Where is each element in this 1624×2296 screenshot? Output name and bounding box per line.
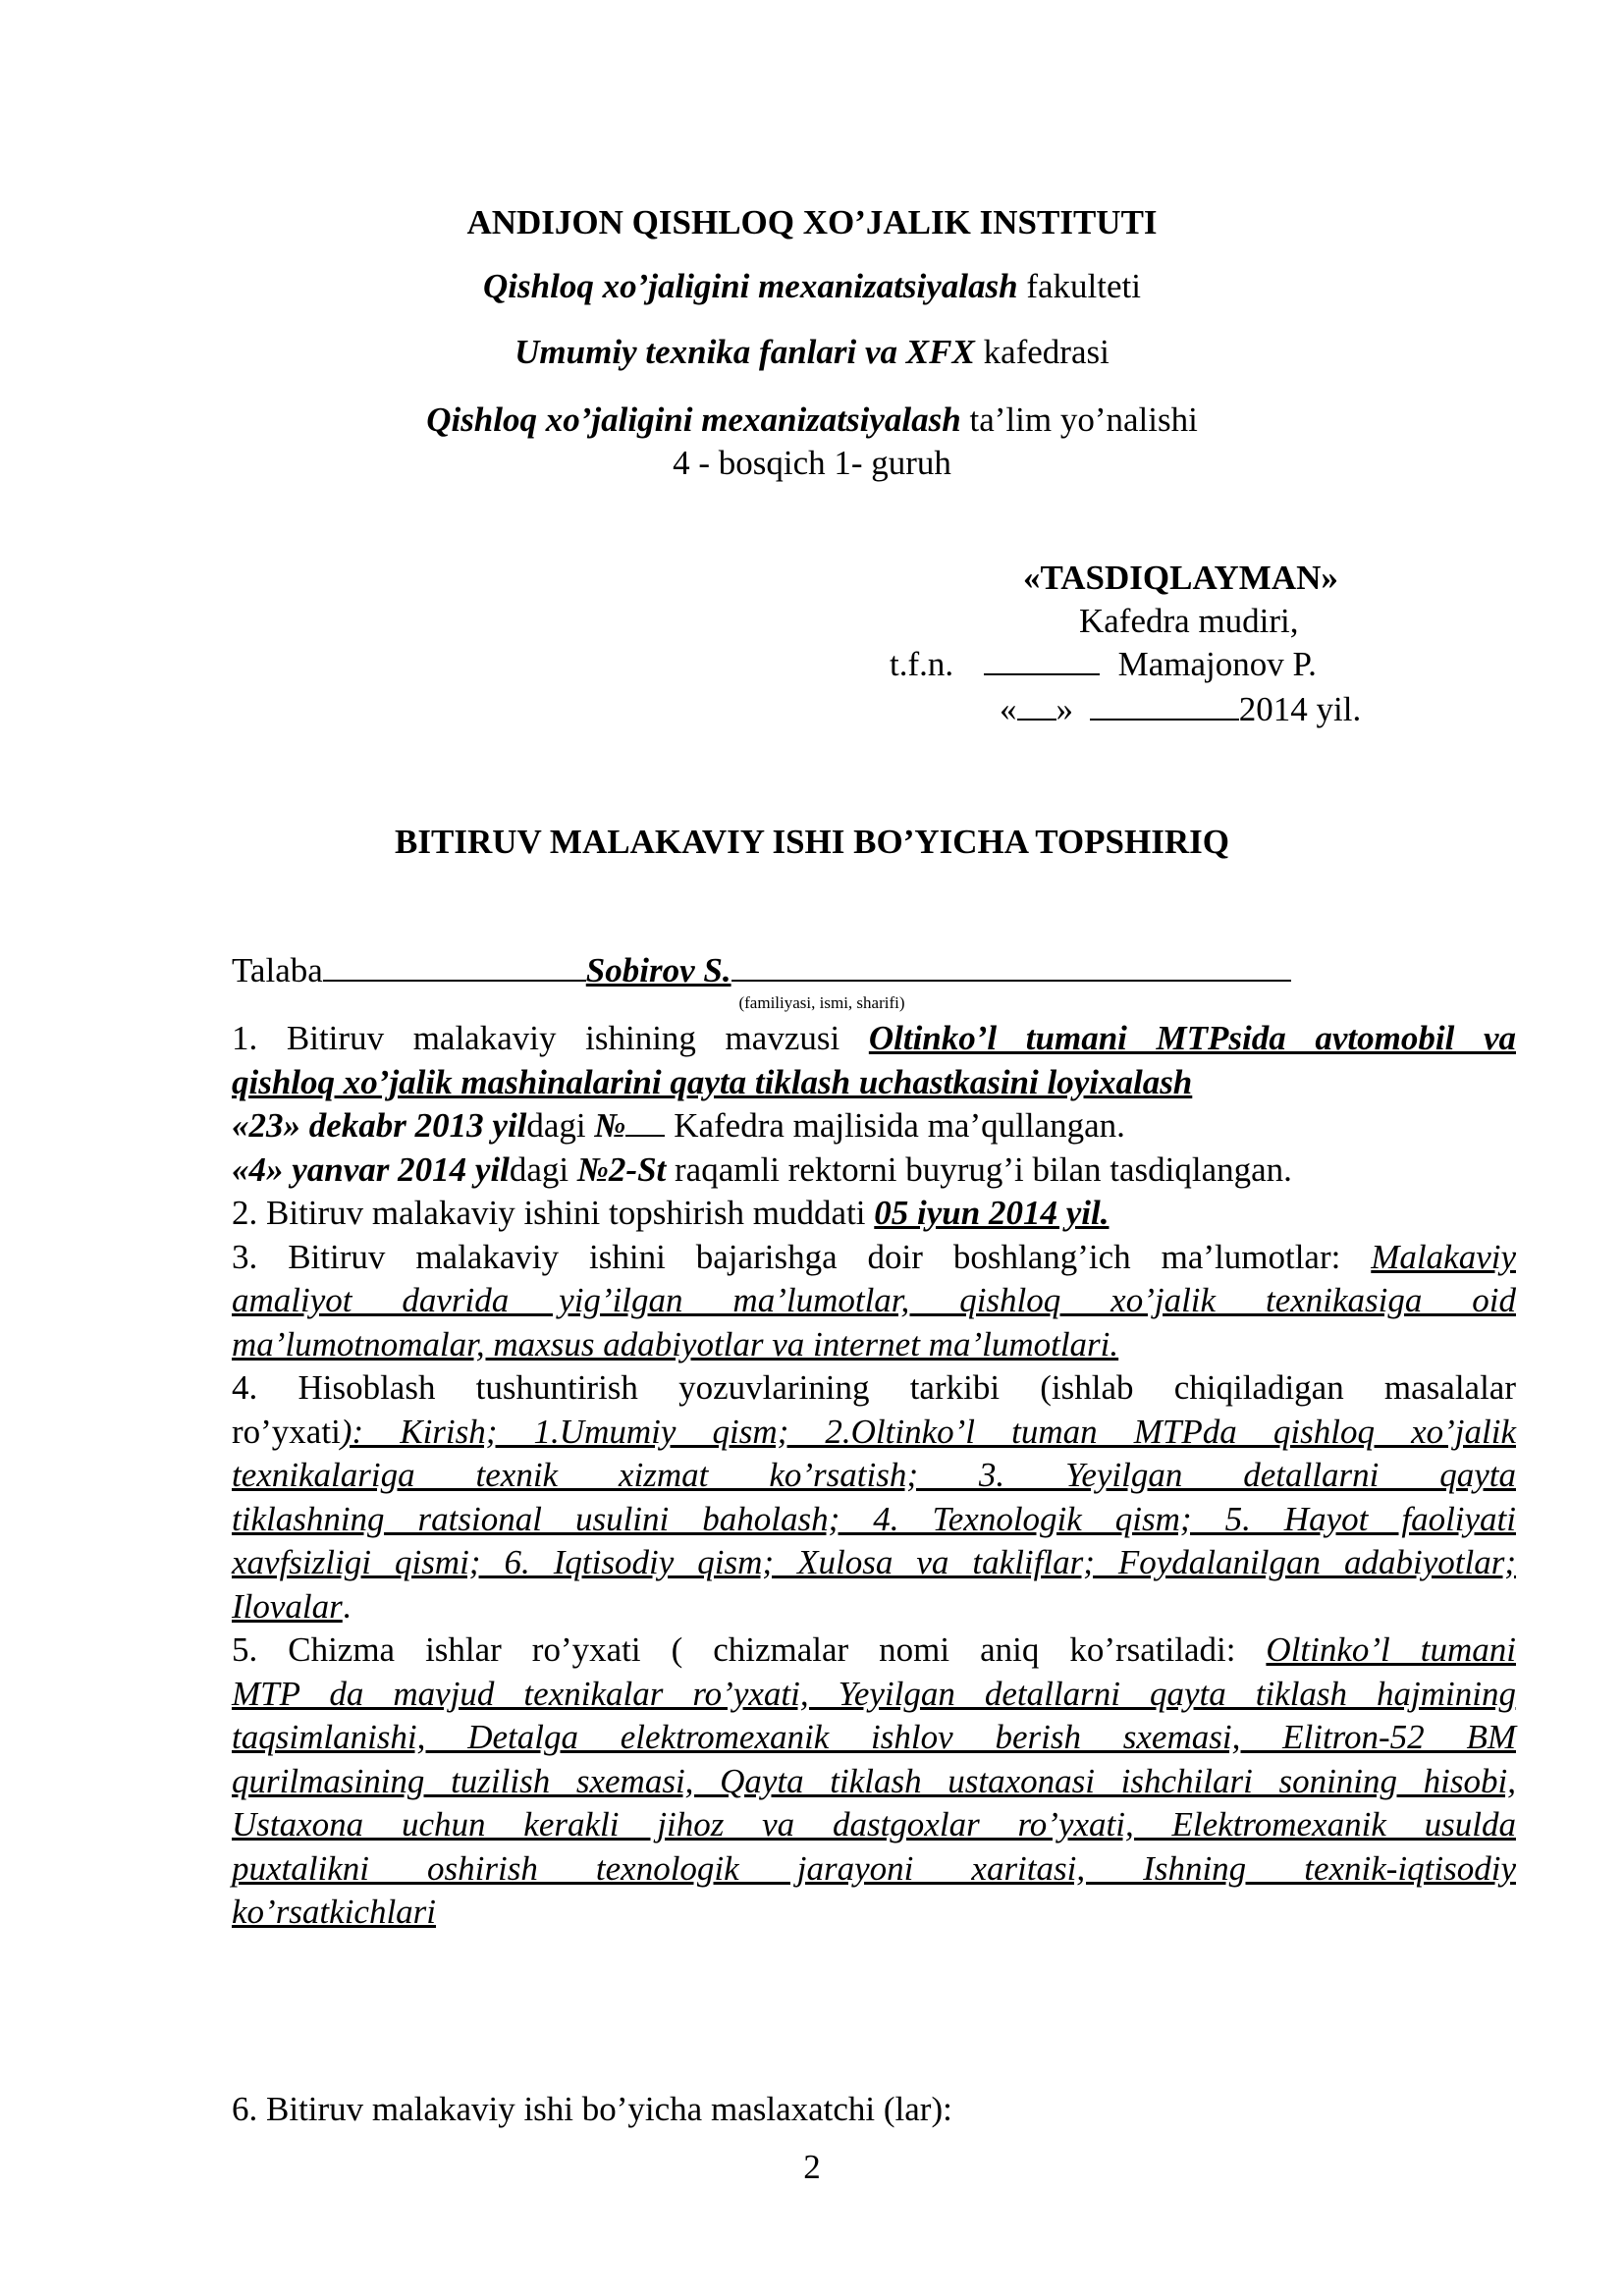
department-word: kafedrasi: [974, 333, 1110, 371]
student-label: Talaba: [232, 951, 323, 989]
date-open-quote: «: [1000, 690, 1017, 728]
calc-prefix: ro’yxati: [232, 1412, 341, 1451]
department-name: Umumiy texnika fanlari va XFX: [514, 333, 975, 371]
deadline-value: 05 iyun 2014 yil.: [874, 1194, 1110, 1232]
dept-approval-line: [232, 1104, 1516, 1148]
deadline-line: [232, 1192, 1516, 1236]
consultants-line: 6. Bitiruv malakaviy ishi bo’yicha maslaxatchi (lar):: [232, 2090, 952, 2128]
drawings-line-3: taqsimlanishi, Detalga elektromexanik ishlov berish sxemasi, Elitron-52 BM: [232, 1718, 1516, 1756]
drawings-prefix: 5. Chizma ishlar ro’yxati ( chizmalar nomi aniq ko’rsatiladi:: [232, 1630, 1267, 1669]
calc-line-6: [232, 1585, 1516, 1629]
approval-signature-line: [890, 643, 1317, 686]
calc-line-5: xavfsizligi qismi; 6. Iqtisodiy qism; Xulosa va takliflar; Foydalanilgan adabiyotlar;: [232, 1543, 1516, 1581]
calc-text-6: Ilovalar: [232, 1586, 343, 1626]
approval-title: «TASDIQLAYMAN»: [1023, 559, 1338, 597]
student-line: [232, 949, 1291, 992]
rector-order-line: [232, 1148, 1516, 1193]
approval-date-line: [1000, 688, 1361, 731]
deadline-prefix: 2. Bitiruv malakaviy ishini topshirish muddati: [232, 1194, 875, 1232]
drawings-text-1: Oltinko’l tumani: [1266, 1630, 1516, 1669]
initial-data-prefix: 3. Bitiruv malakaviy ishini bajarishga doir boshlang’ich ma’lumotlar:: [232, 1237, 1372, 1276]
approval-name: Mamajonov P.: [1117, 645, 1317, 683]
approval-year: 2014 yil.: [1238, 690, 1362, 728]
calc-line-1: 4. Hisoblash tushuntirish yozuvlarining tarkibi (ishlab chiqiladigan masalalar: [232, 1368, 1516, 1407]
signature-blank: [984, 644, 1100, 675]
drawings-line-7: ko’rsatkichlari: [232, 1893, 437, 1931]
drawings-line-6: puxtalikni oshirish texnologik jarayoni xaritasi, Ishning texnik-iqtisodiy: [232, 1848, 1516, 1888]
rector-order-text: raqamli rektorni buyrug’i bilan tasdiqlangan.: [666, 1149, 1292, 1189]
day-blank: [1017, 689, 1056, 721]
initial-data-line-2: amaliyot davrida yig’ilgan ma’lumotlar, qishloq xo’jalik texnikasiga oid: [232, 1281, 1516, 1319]
course-group: 4 - bosqich 1- guruh: [673, 444, 951, 482]
topic-line-2: qishloq xo’jalik mashinalarini qayta tiklash uchastkasini loyixalash: [232, 1062, 1193, 1101]
drawings-line-5: Ustaxona uchun kerakli jihoz va dastgoxlar ro’yxati, Elektromexanik usulda: [232, 1805, 1516, 1843]
student-name: Sobirov S.: [585, 951, 731, 989]
topic-prefix: 1. Bitiruv malakaviy ishining mavzusi: [232, 1019, 869, 1057]
calc-end: .: [342, 1586, 352, 1626]
initial-data-text-1: Malakaviy: [1371, 1237, 1516, 1276]
rector-date: «4» yanvar 2014 yil: [232, 1149, 510, 1189]
drawings-line-2: MTP da mavjud texnikalar ro’yxati, Yeyilgan detallarni qayta tiklash hajmining: [232, 1674, 1516, 1713]
dept-number-sign: №: [594, 1106, 626, 1145]
student-blank-left: [323, 950, 586, 982]
dept-approval-text: Kafedra majlisida ma’qullangan.: [665, 1106, 1125, 1145]
document-title: BITIRUV MALAKAVIY ISHI BO’YICHA TOPSHIRIQ: [395, 823, 1229, 861]
dept-date: «23» dekabr 2013 yil: [232, 1106, 527, 1145]
dept-number-blank: [625, 1105, 665, 1137]
direction-word: ta’lim yo’nalishi: [960, 400, 1198, 439]
calc-line-4: tiklashning ratsional usulini baholash; 4. Texnologik qism; 5. Hayot faoliyati: [232, 1499, 1516, 1538]
drawings-line-4: qurilmasining tuzilish sxemasi, Qayta tiklash ustaxonasi ishchilari sonining hisobi,: [232, 1761, 1516, 1800]
topic-text-1: Oltinko’l tumani MTPsida avtomobil va: [868, 1019, 1516, 1057]
student-caption: (familiyasi, ismi, sharifi): [738, 993, 905, 1012]
initial-data-line-3: ma’lumotnomalar, maxsus adabiyotlar va internet ma’lumotlari.: [232, 1324, 1119, 1363]
student-blank-right: [731, 950, 1291, 982]
calc-text-2: ): Kirish; 1.Umumiy qism; 2.Oltinko’l tuman MTPda qishloq xo’jalik: [340, 1412, 1516, 1451]
drawings-line-1: [232, 1629, 1516, 1673]
dept-dagi: dagi: [526, 1106, 595, 1145]
task-items: [232, 1017, 1516, 1935]
topic-line-1: [232, 1017, 1516, 1061]
page-number: 2: [803, 2148, 821, 2186]
month-blank: [1090, 689, 1239, 721]
faculty-line: [0, 265, 1624, 308]
approval-role: Kafedra mudiri,: [1079, 602, 1299, 640]
institute-name: ANDIJON QISHLOQ XO’JALIK INSTITUTI: [466, 203, 1158, 241]
initial-data-line-1: [232, 1236, 1516, 1280]
rector-order-number: №2-St: [576, 1149, 667, 1189]
direction-line: [0, 399, 1624, 442]
date-close-quote: »: [1056, 690, 1073, 728]
department-line: [0, 331, 1624, 374]
approval-degree: t.f.n.: [890, 645, 954, 683]
calc-line-3: texnikalariga texnik xizmat ko’rsatish; 3. Yeyilgan detallarni qayta: [232, 1456, 1516, 1494]
direction-name: Qishloq xo’jaligini mexanizatsiyalash: [426, 400, 961, 439]
faculty-word: fakulteti: [1017, 267, 1141, 305]
faculty-name: Qishloq xo’jaligini mexanizatsiyalash: [483, 267, 1018, 305]
rector-dagi: dagi: [509, 1149, 577, 1189]
calc-line-2: [232, 1411, 1516, 1455]
